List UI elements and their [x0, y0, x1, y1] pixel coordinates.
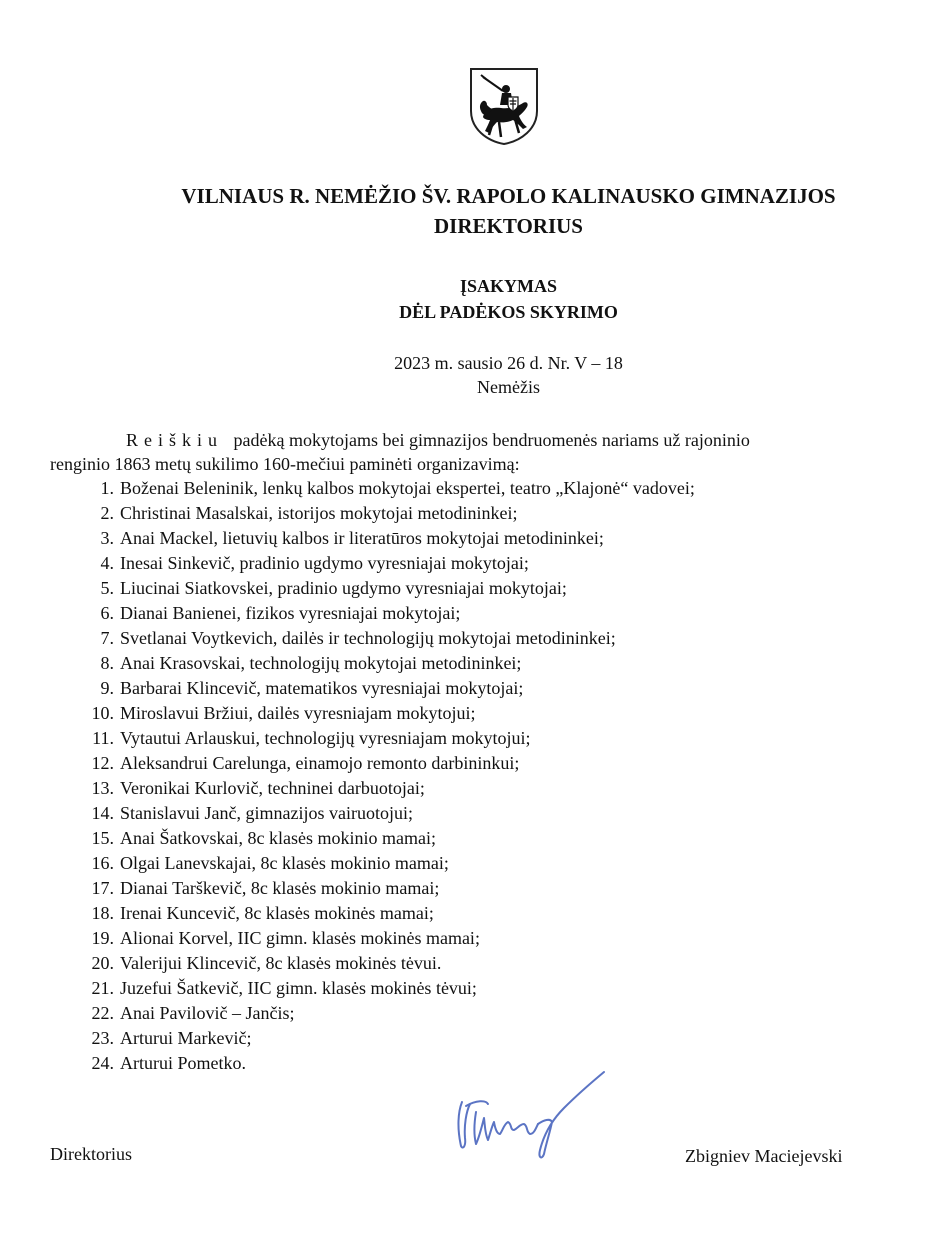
recipient-text: Barbarai Klincevič, matematikos vyresniajai mokytojai; [120, 678, 524, 698]
recipient-item [80, 826, 900, 851]
recipient-text: Svetlanai Voytkevich, dailės ir technologijų mokytojai metodininkei; [120, 628, 616, 648]
recipient-number: 10. [91, 703, 114, 723]
institution-title-line1: VILNIAUS R. NEMĖŽIO ŠV. RAPOLO KALINAUSKO GIMNAZIJOS [181, 184, 836, 208]
recipient-item [80, 726, 900, 751]
recipient-number: 7. [100, 628, 114, 648]
recipient-item [80, 651, 900, 676]
recipient-text: Anai Šatkovskai, 8c klasės mokinio mamai; [120, 828, 436, 848]
recipient-number: 24. [91, 1053, 114, 1073]
recipient-number: 3. [100, 528, 114, 548]
intro-paragraph [50, 428, 900, 476]
recipient-item [80, 976, 900, 1001]
recipient-item [80, 601, 900, 626]
recipient-item [80, 551, 900, 576]
handwritten-signature-icon [452, 1068, 612, 1163]
recipient-item [80, 701, 900, 726]
recipient-number: 17. [91, 878, 114, 898]
recipient-number: 13. [91, 778, 114, 798]
recipient-item [80, 801, 900, 826]
recipient-number: 4. [100, 553, 114, 573]
recipient-text: Juzefui Šatkevič, IIC gimn. klasės mokinės tėvui; [120, 978, 477, 998]
recipient-text: Aleksandrui Carelunga, einamojo remonto darbininkui; [120, 753, 520, 773]
recipient-item [80, 576, 900, 601]
recipient-number: 19. [91, 928, 114, 948]
recipient-text: Anai Krasovskai, technologijų mokytojai metodininkei; [120, 653, 522, 673]
document-place: Nemėžis [477, 377, 540, 397]
recipient-number: 23. [91, 1028, 114, 1048]
recipient-number: 21. [91, 978, 114, 998]
recipient-number: 18. [91, 903, 114, 923]
recipient-number: 12. [91, 753, 114, 773]
recipient-item [80, 1001, 900, 1026]
intro-emphasis: Reiškiu [126, 430, 224, 450]
recipient-text: Arturui Markevič; [120, 1028, 252, 1048]
intro-line1: padėką mokytojams bei gimnazijos bendruomenės nariams už rajoninio [233, 430, 750, 450]
recipient-number: 5. [100, 578, 114, 598]
recipient-item [80, 476, 900, 501]
recipient-item [80, 851, 900, 876]
recipients-list [80, 476, 900, 1076]
recipient-number: 16. [91, 853, 114, 873]
recipient-item [80, 526, 900, 551]
vytis-coat-of-arms-icon [469, 67, 539, 146]
recipient-text: Inesai Sinkevič, pradinio ugdymo vyresniajai mokytojai; [120, 553, 529, 573]
recipient-item [80, 626, 900, 651]
recipient-item [80, 876, 900, 901]
recipient-item [80, 1026, 900, 1051]
recipient-text: Valerijui Klincevič, 8c klasės mokinės tėvui. [120, 953, 442, 973]
recipient-item [80, 951, 900, 976]
recipient-item [80, 776, 900, 801]
recipient-text: Irenai Kuncevič, 8c klasės mokinės mamai; [120, 903, 434, 923]
recipient-number: 9. [100, 678, 114, 698]
institution-title-line2: DIREKTORIUS [434, 214, 583, 238]
signatory-position: Direktorius [50, 1144, 132, 1164]
recipient-item [80, 901, 900, 926]
recipient-text: Alionai Korvel, IIC gimn. klasės mokinės mamai; [120, 928, 480, 948]
recipient-item [80, 676, 900, 701]
recipient-number: 11. [92, 728, 114, 748]
recipient-number: 20. [91, 953, 114, 973]
recipient-number: 2. [100, 503, 114, 523]
document-subject: DĖL PADĖKOS SKYRIMO [399, 302, 618, 322]
recipient-text: Vytautui Arlauskui, technologijų vyresniajam mokytojui; [120, 728, 531, 748]
recipient-number: 8. [100, 653, 114, 673]
intro-line2: renginio 1863 metų sukilimo 160-mečiui paminėti organizavimą: [50, 454, 520, 474]
recipient-text: Dianai Banienei, fizikos vyresniajai mokytojai; [120, 603, 461, 623]
recipient-number: 15. [91, 828, 114, 848]
recipient-item [80, 751, 900, 776]
recipient-text: Anai Pavilovič – Jančis; [120, 1003, 295, 1023]
recipient-number: 6. [100, 603, 114, 623]
document-date-number: 2023 m. sausio 26 d. Nr. V – 18 [394, 353, 623, 373]
recipient-text: Christinai Masalskai, istorijos mokytojai metodininkei; [120, 503, 518, 523]
recipient-item [80, 501, 900, 526]
recipient-text: Arturui Pometko. [120, 1053, 246, 1073]
recipient-text: Liucinai Siatkovskei, pradinio ugdymo vyresniajai mokytojai; [120, 578, 567, 598]
recipient-item [80, 926, 900, 951]
recipient-number: 14. [91, 803, 114, 823]
recipient-text: Stanislavui Janč, gimnazijos vairuotojui; [120, 803, 413, 823]
recipient-text: Boženai Beleninik, lenkų kalbos mokytojai ekspertei, teatro „Klajonė“ vadovei; [120, 478, 695, 498]
recipient-text: Miroslavui Bržiui, dailės vyresniajam mokytojui; [120, 703, 476, 723]
document-type: ĮSAKYMAS [459, 276, 557, 296]
recipient-text: Dianai Tarškevič, 8c klasės mokinio mamai; [120, 878, 440, 898]
recipient-number: 1. [100, 478, 114, 498]
recipient-text: Veronikai Kurlovič, techninei darbuotojai; [120, 778, 425, 798]
recipient-text: Anai Mackel, lietuvių kalbos ir literatūros mokytojai metodininkei; [120, 528, 604, 548]
recipient-text: Olgai Lanevskajai, 8c klasės mokinio mamai; [120, 853, 449, 873]
recipient-number: 22. [91, 1003, 114, 1023]
signatory-name: Zbigniev Maciejevski [685, 1146, 843, 1166]
